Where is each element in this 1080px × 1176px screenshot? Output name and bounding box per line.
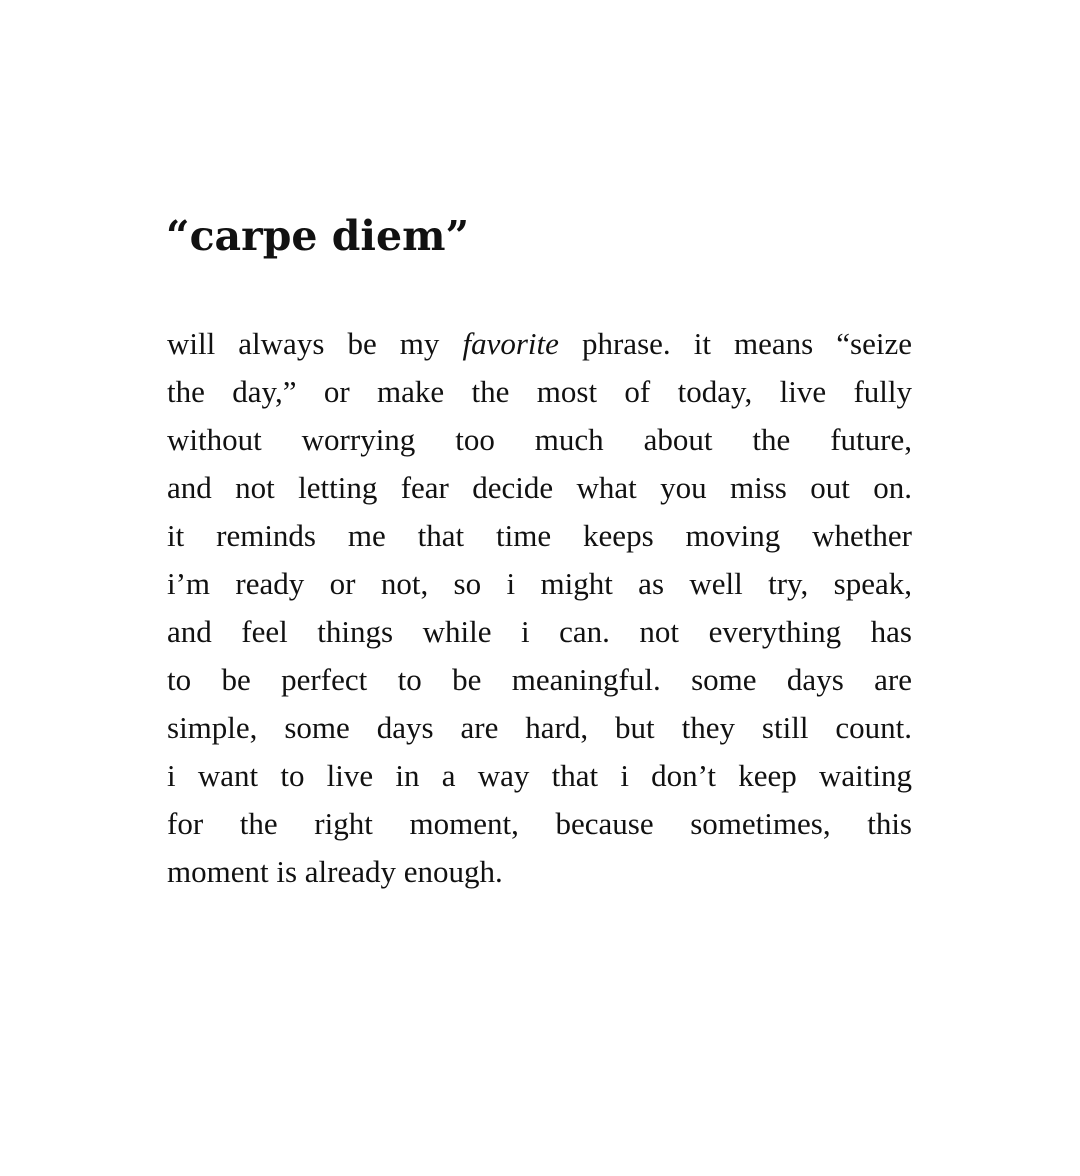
body-line-11: for the right moment, because sometimes, this — [167, 806, 912, 841]
body-line-7: and feel things while i can. not everything has — [167, 614, 912, 649]
body-line-1-end: phrase. it means “seize — [558, 326, 912, 361]
body-line-3: without worrying too much about the future, — [167, 422, 912, 457]
page-title: “carpe diem” — [166, 212, 470, 260]
body-line-9: simple, some days are hard, but they still count. — [167, 710, 912, 745]
body-line-4: and not letting fear decide what you miss out on. — [167, 470, 912, 505]
body-line-6: i’m ready or not, so i might as well try, speak, — [167, 566, 912, 601]
body-line-12: moment is already enough. — [167, 854, 503, 889]
body-paragraph — [167, 320, 912, 896]
body-line-2: the day,” or make the most of today, live fully — [167, 374, 912, 409]
body-line-5: it reminds me that time keeps moving whether — [167, 518, 912, 553]
body-line-10: i want to live in a way that i don’t keep waiting — [167, 758, 912, 793]
body-line-1 — [167, 320, 912, 368]
emphasized-word: favorite — [462, 326, 559, 361]
body-line-1-start: will always be my — [167, 326, 463, 361]
body-line-8: to be perfect to be meaningful. some days are — [167, 662, 912, 697]
